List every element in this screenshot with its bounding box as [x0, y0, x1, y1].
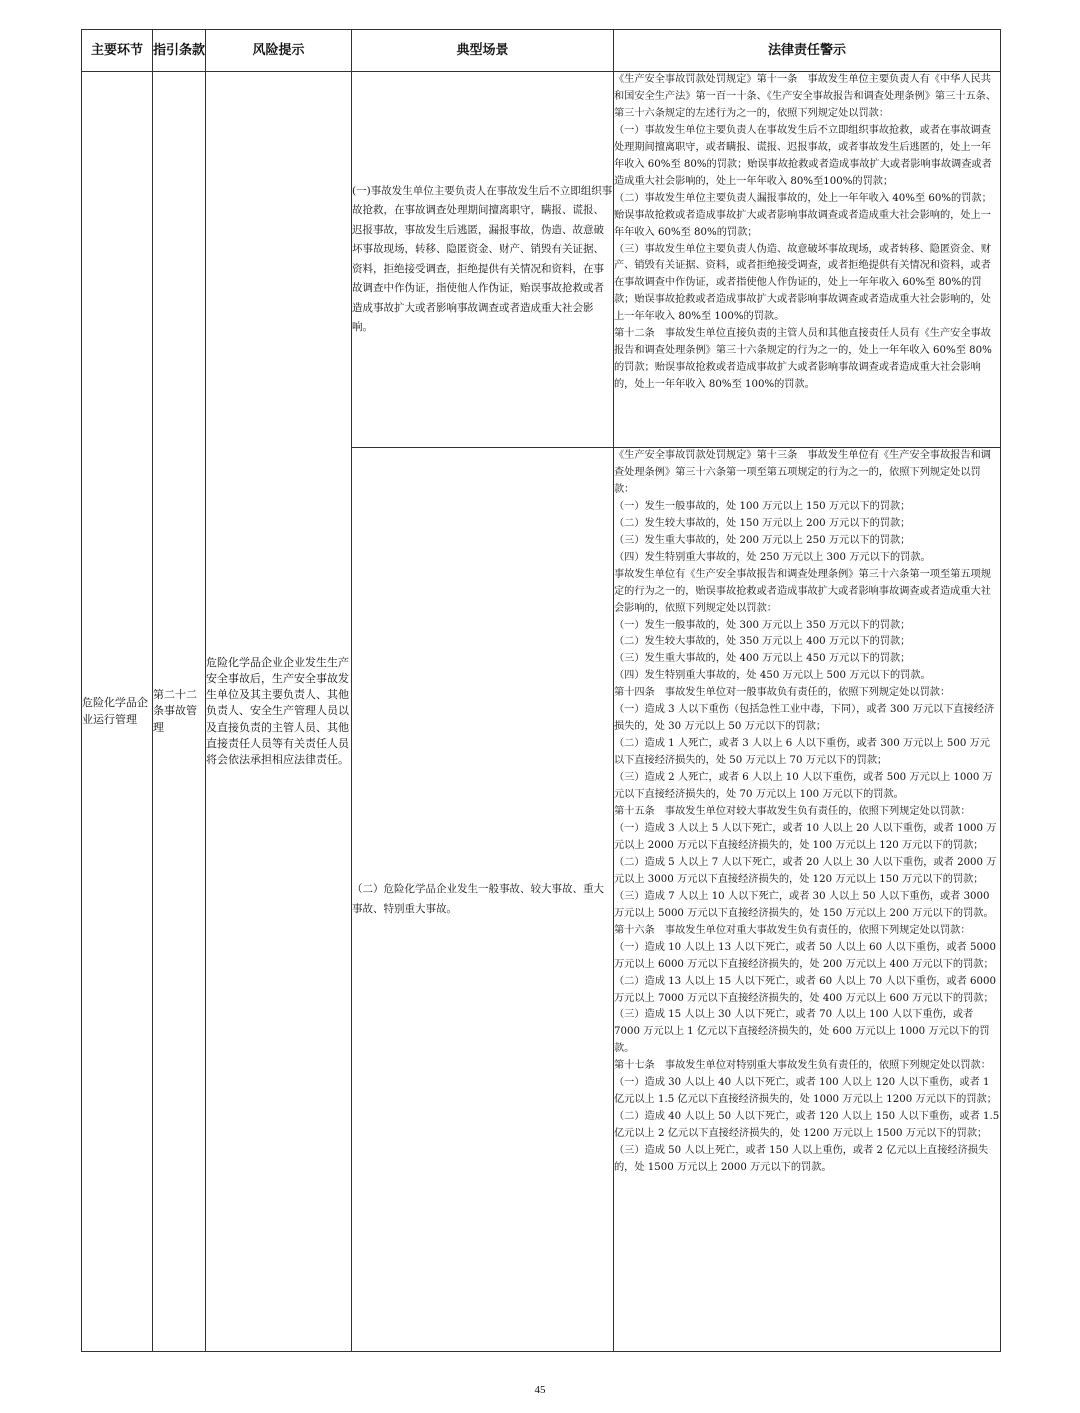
law-paragraph: （二）造成 13 人以上 15 人以下死亡，或者 60 人以上 70 人以下重伤，或者 6000 万元以上 7000 万元以下直接经济损失的，处 400 万元以上 600 万元以下的罚款； — [614, 975, 996, 1004]
law-paragraph: （一）造成 30 人以上 40 人以下死亡，或者 100 人以上 120 人以下重伤，或者 1 亿元以上 1.5 亿元以下直接经济损失的，处 1000 万元以上 1200 万元以下的罚款； — [614, 1077, 997, 1106]
law-paragraph: 第十四条 事故发生单位对一般事故负有责任的，依照下列规定处以罚款： — [614, 687, 951, 699]
law-cell — [614, 448, 1001, 1352]
law-paragraph: 第十五条 事故发生单位对较大事故发生负有责任的，依照下列规定处以罚款： — [614, 806, 971, 818]
law-paragraph: 事故发生单位有《生产安全事故报告和调查处理条例》第三十六条第一项至第五项规定的行为之一的，贻误事故抢救或者造成事故扩大或者影响事故调查或者造成重大社会影响的，依照下列规定处以罚款： — [614, 568, 991, 614]
law-paragraph: （一）造成 10 人以上 13 人以下死亡，或者 50 人以上 60 人以下重伤，或者 5000 万元以上 6000 万元以下直接经济损失的，处 200 万元以上 400 万元以下的罚款； — [614, 941, 996, 970]
law-paragraph: （三）造成 2 人死亡，或者 6 人以上 10 人以下重伤，或者 500 万元以上 1000 万元以下直接经济损失的，处 70 万元以上 100 万元以下的罚款。 — [614, 772, 993, 801]
law-paragraph: （三）造成 50 人以上死亡，或者 150 人以上重伤，或者 2 亿元以上直接经济损失的，处 1500 万元以上 2000 万元以下的罚款。 — [614, 1145, 989, 1174]
law-paragraph: （二）造成 40 人以上 50 人以下死亡，或者 120 人以上 150 人以下重伤，或者 1.5 亿元以上 2 亿元以下直接经济损失的，处 1200 万元以上 1500 万元以下的罚款； — [614, 1111, 1000, 1140]
header-row — [82, 30, 1001, 72]
law-paragraph: （三）造成 7 人以上 10 人以下死亡，或者 30 人以上 50 人以下重伤，或者 3000 万元以上 5000 万元以下直接经济损失的，处 150 万元以上 200 万元以下的罚款。 — [614, 890, 994, 919]
law-paragraph: 第十二条 事故发生单位直接负责的主管人员和其他直接责任人员有《生产安全事故报告和调查处理条例》第三十六条规定的行为之一的，处上一年年收入 60%至 80%的罚款；贻误事故抢救或者造成事故扩大或者影响事故调查或者造成重大社会影响的，处上一年年收入 80%至 100%的罚款。 — [614, 328, 992, 391]
law-paragraph: （一）发生一般事故的，处 100 万元以上 150 万元以下的罚款； — [614, 500, 911, 512]
law-paragraph: （四）发生特别重大事故的，处 450 万元以上 500 万元以下的罚款。 — [614, 670, 931, 682]
law-paragraph: （三）发生重大事故的，处 400 万元以上 450 万元以下的罚款； — [614, 653, 911, 665]
law-paragraph: （二）发生较大事故的，处 350 万元以上 400 万元以下的罚款； — [614, 636, 911, 648]
law-paragraph: 第十六条 事故发生单位对重大事故发生负有责任的，依照下列规定处以罚款： — [614, 924, 971, 936]
law-paragraph: （四）发生特别重大事故的，处 250 万元以上 300 万元以下的罚款。 — [614, 551, 931, 563]
scenario-cell: (一)事故发生单位主要负责人在事故发生后不立即组织事故抢救，在事故调查处理期间擅离职守，瞒报、谎报、迟报事故，事故发生后逃匿，漏报事故，伪造、故意破坏事故现场，转移、隐匿资金、财产、销毁有关证据、资料，拒绝接受调查，拒绝提供有关情况和资料，在事故调查中作伪证，指使他人作伪证，贻误事故抢救或者造成事故扩大或者影响事故调查或者造成重大社会影响。 — [352, 72, 614, 448]
law-paragraph: （三）造成 15 人以上 30 人以下死亡，或者 70 人以上 100 人以下重伤，或者 7000 万元以上 1 亿元以下直接经济损失的，处 600 万元以上 1000 万元以下的罚款。 — [614, 1009, 990, 1055]
header-main-link: 主要环节 — [82, 30, 153, 72]
law-paragraph: 第十七条 事故发生单位对特别重大事故发生负有责任的，依照下列规定处以罚款： — [614, 1060, 991, 1072]
clause-cell: 第二十二条事故管理 — [153, 72, 206, 1352]
header-legal-warning: 法律责任警示 — [614, 30, 1001, 72]
law-paragraph: 《生产安全事故罚款处罚规定》第十三条 事故发生单位有《生产安全事故报告和调查处理条例》第三十六条第一项至第五项规定的行为之一的，依照下列规定处以罚款： — [614, 450, 991, 495]
table-row — [82, 72, 1001, 448]
law-paragraph: （二）事故发生单位主要负责人漏报事故的，处上一年年收入 40%至 60%的罚款；贻误事故抢救或者造成事故扩大或者影响事故调查或者造成重大社会影响的，处上一年年收入 60%至 80%的罚款； — [614, 192, 992, 238]
law-paragraph: （一）造成 3 人以下重伤（包括急性工业中毒，下同），或者 300 万元以下直接经济损失的，处 30 万元以上 50 万元以下的罚款； — [614, 704, 995, 733]
main-link-cell: 危险化学品企业运行管理 — [82, 72, 153, 1352]
header-scenario: 典型场景 — [352, 30, 614, 72]
page-number: 45 — [534, 1384, 546, 1396]
law-cell — [614, 72, 1001, 448]
header-risk: 风险提示 — [206, 30, 352, 72]
law-paragraph: 《生产安全事故罚款处罚规定》第十一条 事故发生单位主要负责人有《中华人民共和国安全生产法》第一百一十条、《生产安全事故报告和调查处理条例》第三十五条、第三十六条规定的左述行为之一的，依照下列规定处以罚款： — [614, 74, 997, 119]
law-paragraph: （三）发生重大事故的，处 200 万元以上 250 万元以下的罚款； — [614, 534, 911, 546]
law-paragraph: （二）造成 1 人死亡，或者 3 人以上 6 人以下重伤，或者 300 万元以上 500 万元以下直接经济损失的，处 50 万元以上 70 万元以下的罚款； — [614, 738, 990, 767]
risk-cell: 危险化学品企业企业发生生产安全事故后，生产安全事故发生单位及其主要负责人、其他负责人、安全生产管理人员以及直接负责的主管人员、其他直接责任人员等有关责任人员将会依法承担相应法律责任。 — [206, 72, 352, 1352]
law-paragraph: （三）事故发生单位主要负责人伪造、故意破坏事故现场，或者转移、隐匿资金、财产、销毁有关证据、资料，或者拒绝接受调查，或者拒绝提供有关情况和资料，或者在事故调查中作伪证，或者指使他人作伪证的，处上一年年收入 60%至 80%的罚款；贻误事故抢救或者造成事故扩大或者影响事故调查或者造成重大社会影响的，处上一年年收入 80%至 100%的罚款。 — [614, 243, 991, 323]
law-paragraph: （一）造成 3 人以上 5 人以下死亡，或者 10 人以上 20 人以下重伤，或者 1000 万元以上 2000 万元以下直接经济损失的，处 100 万元以上 120 万元以下的罚款； — [614, 822, 997, 851]
law-paragraph: （一）事故发生单位主要负责人在事故发生后不立即组织事故抢救，或者在事故调查处理期间擅离职守，或者瞒报、谎报、迟报事故，或者事故发生后逃匿的，处上一年年收入 60%至 80%的罚款；贻误事故抢救或者造成事故扩大或者影响事故调查或者造成重大社会影响的，处上一年年收入 80%至100%的罚款； — [614, 124, 992, 187]
law-paragraph: （二）发生较大事故的，处 150 万元以上 200 万元以下的罚款； — [614, 517, 911, 529]
law-paragraph: （一）发生一般事故的，处 300 万元以上 350 万元以下的罚款； — [614, 619, 911, 631]
header-clause: 指引条款 — [153, 30, 206, 72]
scenario-cell: （二）危险化学品企业发生一般事故、较大事故、重大事故、特别重大事故。 — [352, 448, 614, 1352]
legal-liability-table — [81, 29, 1001, 1352]
law-paragraph: （二）造成 5 人以上 7 人以下死亡，或者 20 人以上 30 人以下重伤，或者 2000 万元以上 3000 万元以下直接经济损失的，处 120 万元以上 150 万元以下的罚款； — [614, 856, 997, 885]
